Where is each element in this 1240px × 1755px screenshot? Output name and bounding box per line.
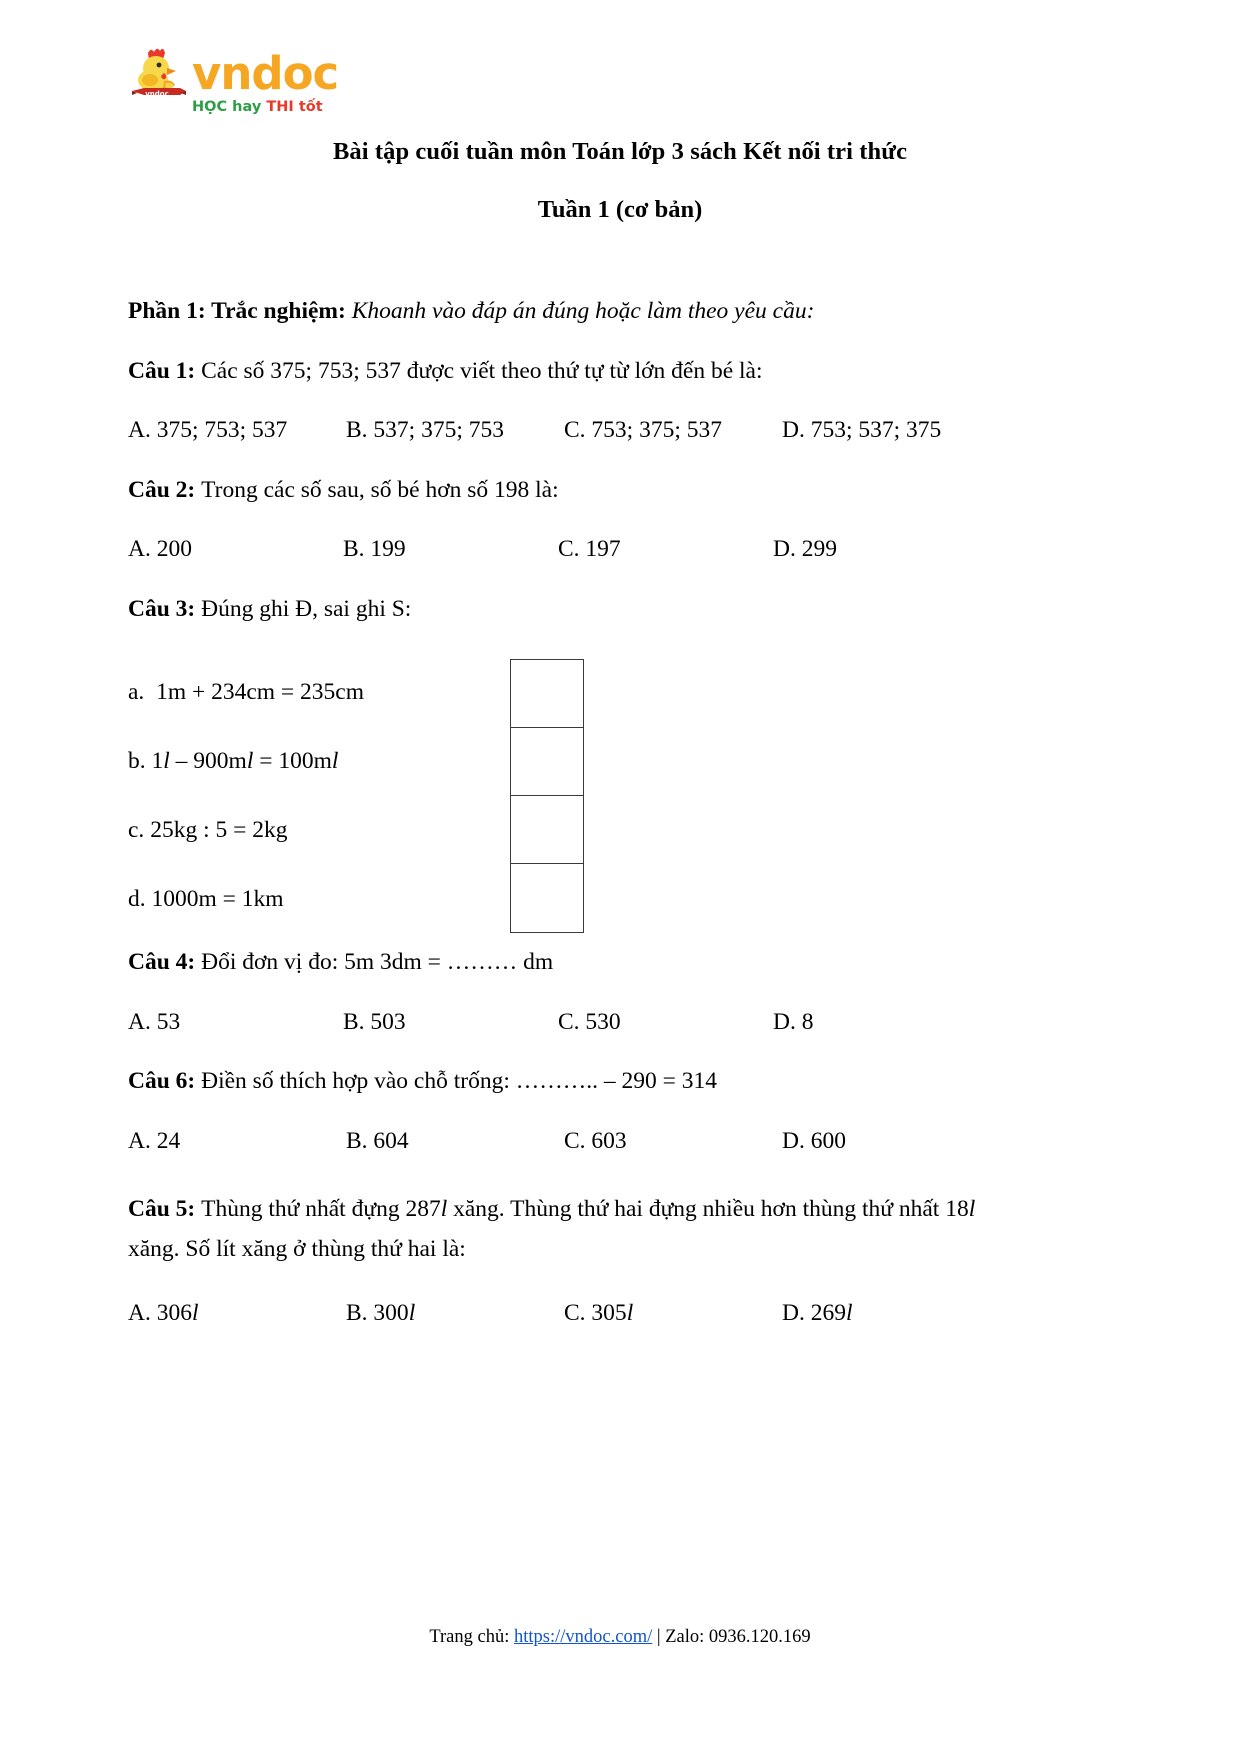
question-5-option-b-text: B. 300 — [346, 1299, 409, 1326]
section-label: Phần 1: Trắc nghiệm: — [128, 298, 346, 324]
question-4-option-a[interactable]: A. 53 — [128, 1008, 181, 1035]
liter-unit-icon: l — [408, 1299, 416, 1326]
liter-unit-icon: l — [246, 748, 254, 774]
question-2-option-b[interactable]: B. 199 — [343, 536, 406, 562]
logo-tagline — [192, 100, 323, 115]
question-2-options — [128, 538, 1000, 562]
question-4-label: Câu 4: — [128, 949, 196, 975]
question-3-item-d-expr: 1000m = 1km — [151, 886, 284, 912]
question-3-item-b-prefix: b. — [128, 748, 146, 774]
question-3-text: Đúng ghi Đ, sai ghi S: — [201, 595, 412, 622]
question-1-option-d[interactable]: D. 753; 537; 375 — [782, 417, 942, 443]
question-1-option-a[interactable]: A. 375; 753; 537 — [128, 417, 288, 443]
question-3-answer-box-b[interactable] — [511, 728, 583, 796]
question-3-answer-boxes — [510, 659, 584, 933]
question-1 — [128, 357, 1000, 384]
question-5-text-2: xăng. Thùng thứ hai đựng nhiều hơn thùng thứ nhất 18 — [447, 1196, 969, 1222]
question-5-option-a-text: A. 306 — [128, 1299, 192, 1326]
question-3-item-c-prefix: c. — [128, 817, 145, 843]
chicken-mascot-icon — [126, 44, 188, 106]
question-3-item-b-mid: – 900m — [169, 748, 247, 774]
question-6 — [128, 1070, 1000, 1094]
liter-unit-icon: l — [191, 1299, 199, 1326]
footer-prefix: Trang chủ: — [429, 1627, 514, 1647]
question-3-item-d-prefix: d. — [128, 886, 146, 912]
question-2-option-d[interactable]: D. 299 — [773, 536, 837, 562]
question-4-option-b[interactable]: B. 503 — [343, 1008, 406, 1035]
page-footer — [0, 1627, 1240, 1648]
page-subtitle: Tuần 1 (cơ bản) — [537, 196, 703, 223]
question-4-option-d[interactable]: D. 8 — [773, 1008, 814, 1035]
question-6-text: Điền số thích hợp vào chỗ trống: ……….. – 290 = 314 — [201, 1068, 717, 1094]
question-6-option-b[interactable]: B. 604 — [346, 1127, 409, 1154]
question-6-option-a[interactable]: A. 24 — [128, 1127, 181, 1154]
question-1-label: Câu 1: — [128, 357, 196, 384]
liter-unit-icon: l — [968, 1196, 976, 1222]
section-heading — [128, 300, 1000, 324]
question-2-text: Trong các số sau, số bé hơn số 198 là: — [201, 476, 559, 503]
liter-unit-icon: l — [845, 1299, 853, 1326]
question-3-label: Câu 3: — [128, 595, 196, 622]
liter-unit-icon: l — [440, 1196, 448, 1222]
footer-suffix: | Zalo: 0936.120.169 — [652, 1627, 811, 1647]
question-3-item-a-expr: 1m + 234cm = 235cm — [156, 679, 365, 705]
question-6-label: Câu 6: — [128, 1068, 196, 1094]
question-3-item-b-pre: 1 — [151, 748, 164, 774]
question-2-label: Câu 2: — [128, 476, 196, 503]
question-5-option-d[interactable] — [782, 1299, 1000, 1326]
question-3-item-a-prefix: a. — [128, 679, 145, 705]
question-4-text: Đổi đơn vị đo: 5m 3dm = ……… dm — [201, 949, 554, 975]
logo-row — [126, 44, 338, 106]
question-5-text-1: Thùng thứ nhất đựng 287 — [201, 1196, 441, 1222]
question-2 — [128, 476, 1000, 503]
question-6-options — [128, 1127, 1000, 1154]
section-instruction: Khoanh vào đáp án đúng hoặc làm theo yêu cầu: — [351, 298, 815, 324]
question-1-option-c[interactable]: C. 753; 375; 537 — [564, 417, 722, 443]
question-5-option-b[interactable] — [346, 1299, 564, 1326]
question-5-option-d-text: D. 269 — [782, 1299, 846, 1326]
question-3-answer-box-a[interactable] — [511, 660, 583, 728]
question-1-option-b[interactable]: B. 537; 375; 753 — [346, 417, 504, 443]
liter-unit-icon: l — [626, 1299, 634, 1326]
question-4-option-c[interactable]: C. 530 — [558, 1008, 621, 1035]
question-4 — [128, 951, 1000, 975]
logo-wordmark: vndoc — [192, 46, 339, 100]
footer-homepage-link[interactable]: https://vndoc.com/ — [514, 1627, 653, 1647]
question-2-option-a[interactable]: A. 200 — [128, 536, 192, 562]
question-5-label: Câu 5: — [128, 1196, 196, 1222]
question-5-options — [128, 1299, 1000, 1326]
question-2-option-c[interactable]: C. 197 — [558, 536, 621, 562]
vndoc-logo — [126, 44, 338, 115]
question-3 — [128, 595, 1000, 622]
page-title: Bài tập cuối tuần môn Toán lớp 3 sách Kết nối tri thức — [332, 138, 908, 165]
question-6-option-d[interactable]: D. 600 — [782, 1127, 846, 1154]
liter-unit-icon: l — [331, 748, 339, 774]
liter-unit-icon: l — [163, 748, 170, 774]
question-6-option-c[interactable]: C. 603 — [564, 1127, 627, 1154]
question-3-answer-box-c[interactable] — [511, 796, 583, 864]
question-3-answer-box-d[interactable] — [511, 864, 583, 932]
question-3-item-c-expr: 25kg : 5 = 2kg — [150, 817, 288, 843]
logo-tagline-tot: tốt — [298, 99, 323, 115]
question-1-text: Các số 375; 753; 537 được viết theo thứ tự từ lớn đến bé là: — [201, 357, 763, 384]
question-5-option-c-text: C. 305 — [564, 1299, 627, 1326]
question-3-block — [128, 657, 1000, 933]
question-5-text-3: xăng. Số lít xăng ở thùng thứ hai là: — [128, 1236, 466, 1263]
question-5-option-c[interactable] — [564, 1299, 782, 1326]
logo-tagline-hoc: HỌC — [192, 99, 228, 115]
logo-tagline-hay: hay — [232, 99, 262, 115]
question-1-options — [128, 419, 1000, 443]
svg-text:vndoc: vndoc — [145, 90, 169, 98]
question-4-options — [128, 1008, 1000, 1035]
logo-tagline-thi: THI — [266, 99, 294, 115]
question-3-item-b-post: = 100m — [253, 748, 332, 774]
worksheet-content — [128, 300, 1000, 1361]
question-5-option-a[interactable] — [128, 1299, 346, 1326]
question-5 — [128, 1189, 1000, 1270]
